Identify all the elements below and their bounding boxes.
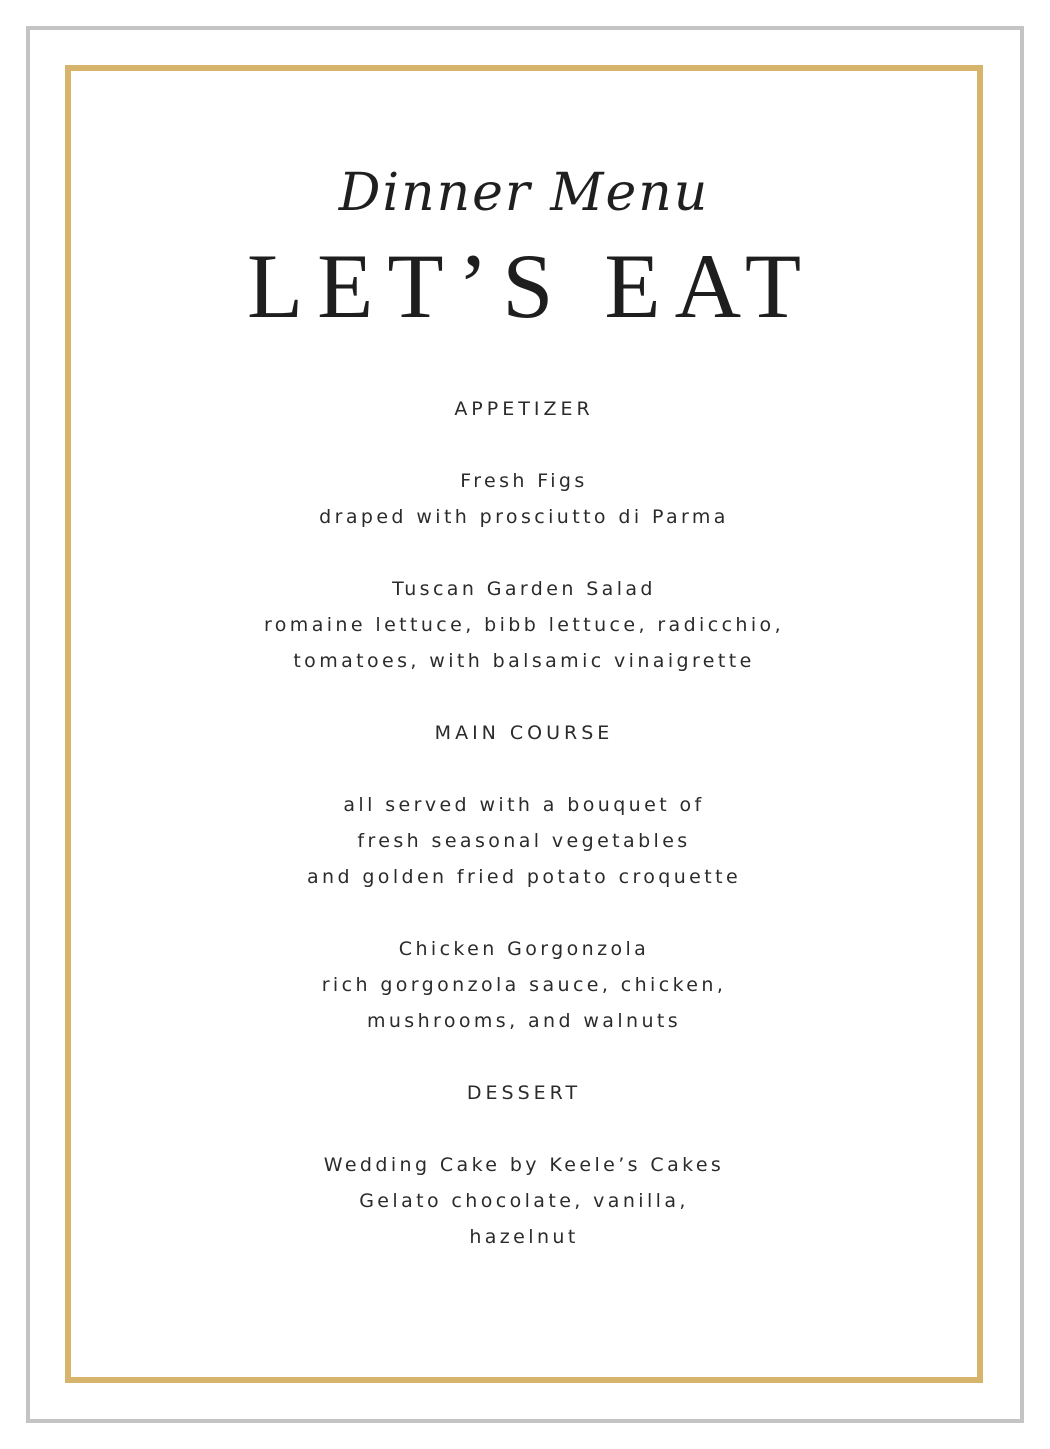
section-heading-dessert: DESSERT: [466, 1082, 582, 1104]
item-description: rich gorgonzola sauce, chicken,: [321, 974, 727, 996]
item-name: Chicken Gorgonzola: [398, 938, 650, 960]
item-name: Tuscan Garden Salad: [392, 578, 656, 600]
item-description: romaine lettuce, bibb lettuce, radicchio,: [263, 614, 785, 636]
page-title: LET’S EAT: [246, 235, 816, 337]
item-description: mushrooms, and walnuts: [366, 1010, 682, 1032]
menu-body: [71, 391, 977, 1255]
dessert-line: Wedding Cake by Keele’s Cakes: [323, 1154, 725, 1176]
section-intro: all served with a bouquet of: [343, 794, 705, 816]
menu-card: [71, 71, 977, 1377]
dessert-line: hazelnut: [469, 1226, 579, 1248]
script-title: Dinner Menu: [338, 163, 710, 223]
item-name: Fresh Figs: [460, 470, 588, 492]
section-heading-main-course: MAIN COURSE: [434, 722, 614, 744]
section-intro: and golden fried potato croquette: [306, 866, 742, 888]
item-description: draped with prosciutto di Parma: [319, 506, 729, 528]
section-intro: fresh seasonal vegetables: [357, 830, 691, 852]
item-description: tomatoes, with balsamic vinaigrette: [293, 650, 755, 672]
dessert-line: Gelato chocolate, vanilla,: [359, 1190, 689, 1212]
section-heading-appetizer: APPETIZER: [454, 398, 594, 420]
